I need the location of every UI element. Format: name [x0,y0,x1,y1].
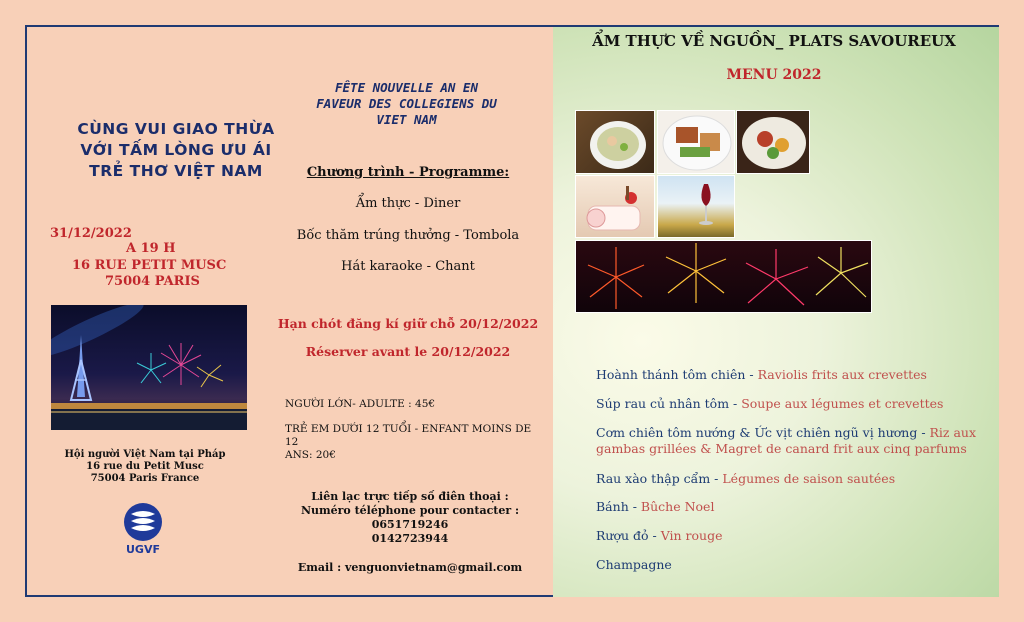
price-child-line: ANS: 20€ [285,449,336,461]
phone-number[interactable]: 0651719246 [371,518,449,531]
food-photo-wine [657,175,735,238]
food-photo-soup [575,110,655,174]
price-child-line: TRẺ EM DƯỚI 12 TUỔI - ENFANT MOINS DE 12 [285,423,532,448]
deadline-vi: Hạn chót đăng kí giữ chỗ 20/12/2022 [277,316,539,331]
menu-item-vi: Súp rau củ nhân tôm [596,396,730,411]
cake-icon [576,176,655,238]
logo-text: UGVF [126,543,160,556]
event-title-line: VIET NAM [376,112,437,127]
menu-item-vi: Hoành thánh tôm chiên [596,367,746,382]
menu-item-sep: - [745,367,758,382]
org-street: 16 rue du Petit Musc [86,461,204,472]
menu-item [596,425,991,457]
contact-line: Liên lạc trực tiếp số điên thoại : [311,490,509,503]
price-child [285,423,547,462]
menu-item [596,367,991,383]
program-item: Bốc thăm trúng thưởng - Tombola [296,228,520,243]
fireworks-icon [576,241,872,313]
menu-item [596,499,991,515]
menu-item-sep: - [917,425,930,440]
event-title-line: FAVEUR DES COLLEGIENS DU [316,96,497,111]
organization-address [40,449,250,485]
menu-item [596,396,991,412]
menu-item-sep: - [628,499,641,514]
menu-item-vi: Champagne [596,557,672,572]
price-adult: NGƯỜI LỚN- ADULTE : 45€ [285,398,436,410]
contact-info [280,490,540,546]
event-city: 75004 PARIS [105,274,200,289]
ugvf-logo [119,502,167,562]
menu-item-fr: Soupe aux légumes et crevettes [741,396,944,411]
event-title [279,80,534,128]
event-address: 16 RUE PETIT MUSC [72,258,227,273]
menu-item-vi: Cơm chiên tôm nướng & Ức vịt chiên ngũ vị hương [596,425,918,440]
soup-bowl-icon [576,111,655,174]
deadline-fr: Réserver avant le 20/12/2022 [305,344,511,359]
menu-item-vi: Rượu đỏ [596,528,649,543]
menu-item-sep: - [729,396,742,411]
org-name: Hội người Việt Nam tại Pháp [64,449,226,460]
program-item: Ẩm thực - Diner [355,196,461,211]
fireworks-photo [575,240,872,313]
menu-item-fr: Légumes de saison sautées [722,471,896,486]
event-time: A 19 H [126,241,176,256]
menu-item-fr: Raviolis frits aux crevettes [757,367,927,382]
program-heading: Chương trình - Programme: [306,165,510,180]
slogan-line: VỚI TẤM LÒNG ƯU ÁI [80,141,272,159]
menu-item-sep: - [710,471,723,486]
menu-title: ẨM THỰC VỀ NGUỒN_ PLATS SAVOUREUX [592,32,956,50]
phone-number[interactable]: 0142723944 [371,532,449,545]
menu-item-fr: Riz aux gambas grillées & Magret de canard frit aux cinq parfums [596,425,977,456]
dish-icon [737,111,810,174]
wine-glass-icon [658,176,735,238]
menu-subtitle: MENU 2022 [726,67,822,83]
menu-item-fr: Bûche Noel [640,499,715,514]
program-item: Hát karaoke - Chant [341,259,475,274]
email-link[interactable]: Email : venguonvietnam@gmail.com [297,561,523,574]
contact-line: Numéro téléphone pour contacter : [300,504,520,517]
menu-item [596,528,991,544]
slogan-line: TRẺ THƠ VIỆT NAM [89,162,263,180]
menu-item-fr: Vin rouge [660,528,723,543]
event-title-line: FÊTE NOUVELLE AN EN [335,80,478,95]
menu-item-vi: Bánh [596,499,629,514]
food-photo-buche [575,175,655,238]
event-date: 31/12/2022 [50,226,132,241]
food-photo-platter [657,110,735,174]
eiffel-fireworks-image [51,305,247,430]
menu-item-sep: - [648,528,661,543]
eiffel-tower-icon [51,305,247,430]
slogan-line: CÙNG VUI GIAO THỪA [77,120,275,138]
menu-item [596,557,991,573]
menu-item-vi: Rau xào thập cẩm [596,471,711,486]
org-city: 75004 Paris France [90,473,200,484]
slogan [47,119,305,182]
food-photo-dish [736,110,810,174]
platter-icon [658,111,735,174]
menu-item [596,471,991,487]
